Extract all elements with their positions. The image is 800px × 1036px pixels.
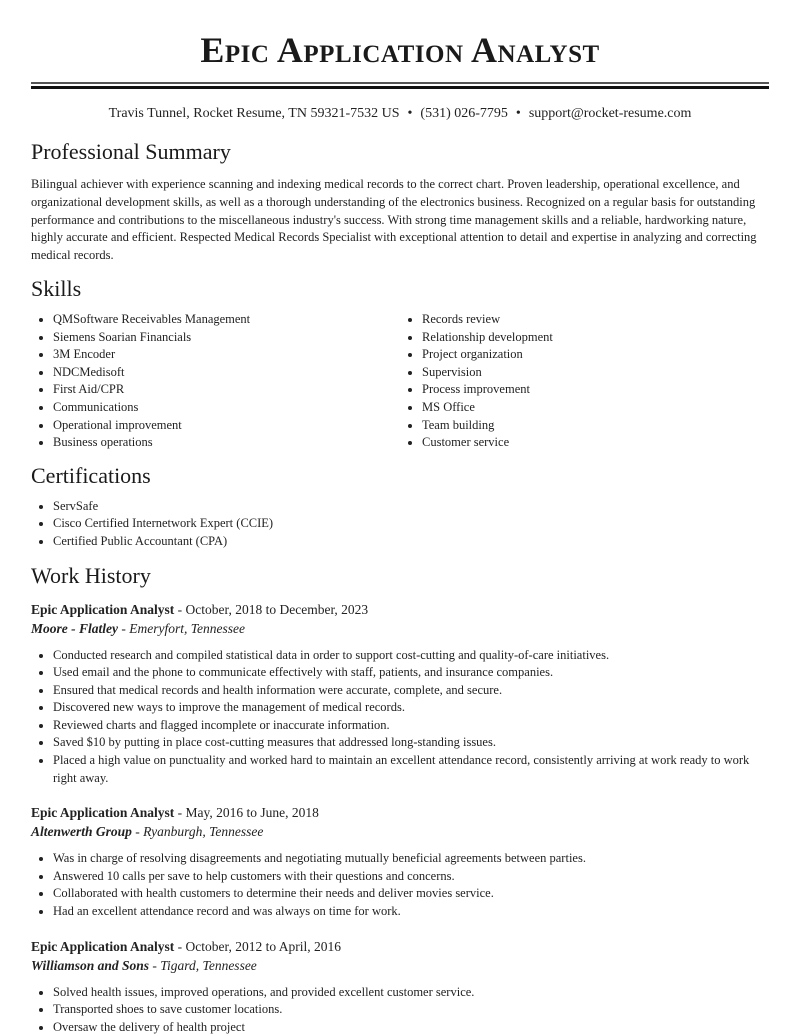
- skills-list-left: [31, 311, 400, 452]
- job-company: Williamson and Sons: [31, 957, 150, 973]
- job-company: Moore - Flatley: [31, 620, 118, 636]
- contact-email: support@rocket-resume.com: [528, 106, 692, 121]
- job-bullet: • Used email and the phone to communicate effectively with staff, patients, and insurance companies.: [53, 664, 769, 682]
- job-entry: [31, 803, 769, 920]
- job-company: Altenwerth Group: [31, 824, 132, 840]
- job-title: Epic Application Analyst: [31, 601, 175, 617]
- job-location: - Ryanburgh, Tennessee: [131, 824, 264, 840]
- contact-phone: (531) 026-7795: [420, 106, 508, 121]
- skills-list-right: [400, 311, 769, 452]
- section-heading-work-history: Work History: [31, 562, 151, 588]
- section-heading-summary: Professional Summary: [31, 139, 231, 164]
- skill-item: • Operational improvement: [53, 417, 400, 435]
- skill-item: • Siemens Soarian Financials: [53, 329, 400, 347]
- skill-item: • QMSoftware Receivables Management: [53, 311, 400, 329]
- section-heading-certifications: Certifications: [31, 462, 151, 488]
- job-title-line: [31, 600, 769, 619]
- skill-item: • Records review: [422, 311, 769, 329]
- skill-item: • Process improvement: [422, 381, 769, 399]
- skill-item: • Team building: [422, 417, 769, 435]
- skill-item: • 3M Encoder: [53, 346, 400, 364]
- job-bullet: • Reviewed charts and flagged incomplete or inaccurate information.: [53, 717, 769, 735]
- job-bullet: • Ensured that medical records and health information were accurate, complete, and secure.: [53, 682, 769, 700]
- skill-item: • Project organization: [422, 346, 769, 364]
- job-bullet: • Transported shoes to save customer locations.: [53, 1001, 769, 1019]
- skill-item: • Supervision: [422, 364, 769, 382]
- job-company-line: [31, 822, 769, 841]
- job-bullet: • Discovered new ways to improve the management of medical records.: [53, 699, 769, 717]
- job-bullet: • Saved $10 by putting in place cost-cutting measures that addressed long-standing issues.: [53, 734, 769, 752]
- skill-item: • Customer service: [422, 434, 769, 452]
- skill-item: • Business operations: [53, 434, 400, 452]
- bullet-separator: •: [407, 106, 413, 121]
- job-bullet: • Collaborated with health customers to determine their needs and deliver movies service.: [53, 885, 769, 903]
- job-company-line: [31, 956, 769, 975]
- job-title: Epic Application Analyst: [31, 805, 175, 821]
- job-bullets: [31, 850, 769, 920]
- header-divider-thin: [31, 82, 769, 84]
- skill-item: • Communications: [53, 399, 400, 417]
- job-bullet: • Conducted research and compiled statistical data in order to support cost-cutting and quality-of-care initiatives.: [53, 647, 769, 665]
- certification-item: • ServSafe: [53, 498, 769, 516]
- certification-item: • Cisco Certified Internetwork Expert (CCIE): [53, 515, 769, 533]
- job-location: - Tigard, Tennessee: [149, 957, 257, 973]
- skills-columns: [31, 311, 769, 452]
- job-title-line: [31, 937, 769, 956]
- job-dates: - October, 2012 to April, 2016: [174, 938, 341, 954]
- job-location: - Emeryfort, Tennessee: [118, 620, 245, 636]
- job-company-line: [31, 619, 769, 638]
- job-bullet: • Solved health issues, improved operations, and provided excellent customer service.: [53, 984, 769, 1002]
- skill-item: • MS Office: [422, 399, 769, 417]
- job-title-line: [31, 803, 769, 822]
- job-dates: - May, 2016 to June, 2018: [174, 805, 319, 821]
- certifications-list: [31, 498, 769, 551]
- header-divider-thick: [31, 86, 769, 89]
- job-bullets: [31, 984, 769, 1036]
- job-bullet: • Placed a high value on punctuality and worked hard to maintain an excellent attendance record, consistently arriving at work ready to work right away.: [53, 752, 769, 787]
- skill-item: • Relationship development: [422, 329, 769, 347]
- job-bullets: [31, 647, 769, 788]
- bullet-separator: •: [515, 106, 521, 121]
- job-bullet: • Had an excellent attendance record and was always on time for work.: [53, 903, 769, 921]
- job-bullet: • Oversaw the delivery of health project: [53, 1019, 769, 1036]
- skill-item: • NDCMedisoft: [53, 364, 400, 382]
- skill-item: • First Aid/CPR: [53, 381, 400, 399]
- job-entry: [31, 600, 769, 788]
- job-entry: [31, 937, 769, 1036]
- summary-text: Bilingual achiever with experience scanning and indexing medical records to the correct chart. Proven leadership, operational excellence, and organizational development skills, as well as a thorough understanding of the electronics business. Recognized on a regular basis for outstanding performance and contributions to the miscellaneous industry's success. With strong time management skills and a reliable, hardworking nature, highly accurate and efficient. Respected Medical Records Specialist with exceptional attention to detail and expertise in analyzing and correcting medical records.: [31, 177, 757, 263]
- section-heading-skills: Skills: [31, 275, 82, 301]
- job-dates: - October, 2018 to December, 2023: [174, 601, 369, 617]
- contact-line: [31, 104, 769, 124]
- certification-item: • Certified Public Accountant (CPA): [53, 533, 769, 551]
- job-bullet: • Answered 10 calls per save to help customers with their questions and concerns.: [53, 868, 769, 886]
- job-title: Epic Application Analyst: [31, 938, 175, 954]
- resume-title: Epic Application Analyst: [200, 30, 600, 70]
- contact-address: Travis Tunnel, Rocket Resume, TN 59321-7532 US: [108, 106, 400, 121]
- job-bullet: • Was in charge of resolving disagreements and negotiating mutually beneficial agreements between parties.: [53, 850, 769, 868]
